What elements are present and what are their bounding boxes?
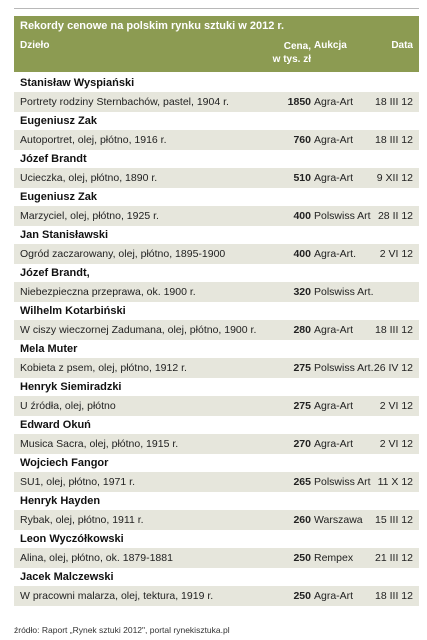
work-price: 265: [293, 476, 311, 488]
table-row: [14, 396, 419, 416]
table-row: [14, 168, 419, 188]
work-auction: Agra-Art: [314, 172, 354, 184]
work-title: Rybak, olej, płótno, 1911 r.: [20, 514, 144, 526]
work-title: Ucieczka, olej, płótno, 1890 r.: [20, 172, 158, 184]
work-price: 400: [293, 248, 311, 260]
column-header-work: Dzieło: [20, 40, 50, 51]
artist-name: Henryk Siemiradzki: [20, 381, 122, 393]
work-title: Portrety rodziny Sternbachów, pastel, 1904 r.: [20, 96, 229, 108]
work-auction: Agra-Art: [314, 96, 354, 108]
table-row: [14, 282, 419, 302]
work-price: 270: [293, 438, 311, 450]
column-header-auction: Aukcja: [314, 40, 347, 51]
work-date: 18 III 12: [375, 324, 413, 336]
work-date: 21 III 12: [375, 552, 413, 564]
artist-name: Mela Muter: [20, 343, 78, 355]
work-date: 2 VI 12: [379, 438, 413, 450]
artist-name: Wilhelm Kotarbiński: [20, 305, 126, 317]
work-date: 18 III 12: [375, 96, 413, 108]
work-price: 510: [293, 172, 311, 184]
work-auction: Agra-Art: [314, 400, 354, 412]
work-title: W pracowni malarza, olej, tektura, 1919 r.: [20, 590, 214, 602]
work-auction: Agra-Art: [314, 438, 354, 450]
table-row: [14, 244, 419, 264]
artist-name: Stanisław Wyspiański: [20, 77, 135, 89]
work-price: 250: [293, 590, 311, 602]
work-auction: Polswiss Art.: [314, 286, 374, 298]
work-title: SU1, olej, płótno, 1971 r.: [20, 476, 135, 488]
work-auction: Agra-Art: [314, 324, 354, 336]
table-row: [14, 586, 419, 606]
work-title: Marzyciel, olej, płótno, 1925 r.: [20, 210, 159, 222]
work-title: Ogród zaczarowany, olej, płótno, 1895-1900: [20, 248, 226, 260]
artist-name: Jacek Malczewski: [20, 571, 114, 583]
table-row: [14, 358, 419, 378]
table-row: [14, 472, 419, 492]
work-price: 1850: [287, 96, 311, 108]
artist-name: Józef Brandt: [20, 153, 87, 165]
column-header-price-line1: Cena,: [283, 41, 311, 52]
work-date: 15 III 12: [375, 514, 413, 526]
column-header-price: [273, 40, 311, 66]
work-title: U źródła, olej, płótno: [20, 400, 116, 412]
source-note: źródło: Raport „Rynek sztuki 2012", portal rynekisztuka.pl: [14, 625, 230, 635]
table-row: [14, 130, 419, 150]
work-price: 250: [293, 552, 311, 564]
work-date: 11 X 12: [377, 476, 413, 488]
table-body: [14, 74, 419, 606]
work-price: 280: [293, 324, 311, 336]
column-header-price-line2: w tys. zł: [272, 54, 311, 65]
work-title: Kobieta z psem, olej, płótno, 1912 r.: [20, 362, 187, 374]
work-price: 400: [293, 210, 311, 222]
work-price: 275: [293, 400, 311, 412]
work-auction: Polswiss Art.: [314, 362, 374, 374]
work-auction: Polswiss Art: [314, 476, 371, 488]
artist-name: Leon Wyczółkowski: [20, 533, 124, 545]
work-auction: Agra-Art.: [314, 248, 357, 260]
work-auction: Agra-Art: [314, 134, 354, 146]
work-auction: Warszawa: [314, 514, 363, 526]
table-title: Rekordy cenowe na polskim rynku sztuki w 2012 r.: [20, 20, 285, 32]
artist-name: Józef Brandt,: [20, 267, 90, 279]
work-date: 2 VI 12: [379, 400, 413, 412]
work-auction: Polswiss Art: [314, 210, 371, 222]
work-title: W ciszy wieczornej Zadumana, olej, płótno, 1900 r.: [20, 324, 257, 336]
table-row: [14, 434, 419, 454]
table-row: [14, 320, 419, 340]
work-date: 28 II 12: [377, 210, 413, 222]
table-row: [14, 510, 419, 530]
table-row: [14, 548, 419, 568]
work-date: 18 III 12: [375, 134, 413, 146]
artist-name: Eugeniusz Zak: [20, 115, 98, 127]
table-row: [14, 92, 419, 112]
table-header: [14, 16, 419, 72]
work-price: 275: [293, 362, 311, 374]
column-header-date: Data: [391, 40, 413, 51]
work-date: 18 III 12: [375, 590, 413, 602]
artist-name: Wojciech Fangor: [20, 457, 109, 469]
work-price: 320: [293, 286, 311, 298]
work-auction: Agra-Art: [314, 590, 354, 602]
work-title: Musica Sacra, olej, płótno, 1915 r.: [20, 438, 179, 450]
artist-name: Henryk Hayden: [20, 495, 101, 507]
artist-name: Edward Okuń: [20, 419, 91, 431]
work-date: 2 VI 12: [379, 248, 413, 260]
work-auction: Rempex: [314, 552, 354, 564]
top-divider: [14, 8, 419, 9]
work-date: 26 IV 12: [373, 362, 413, 374]
work-price: 760: [293, 134, 311, 146]
artist-name: Eugeniusz Zak: [20, 191, 98, 203]
work-title: Alina, olej, płótno, ok. 1879-1881: [20, 552, 173, 564]
table-row: [14, 206, 419, 226]
work-price: 260: [293, 514, 311, 526]
work-title: Autoportret, olej, płótno, 1916 r.: [20, 134, 167, 146]
work-title: Niebezpieczna przeprawa, ok. 1900 r.: [20, 286, 196, 298]
artist-name: Jan Stanisławski: [20, 229, 109, 241]
work-date: 9 XII 12: [376, 172, 413, 184]
